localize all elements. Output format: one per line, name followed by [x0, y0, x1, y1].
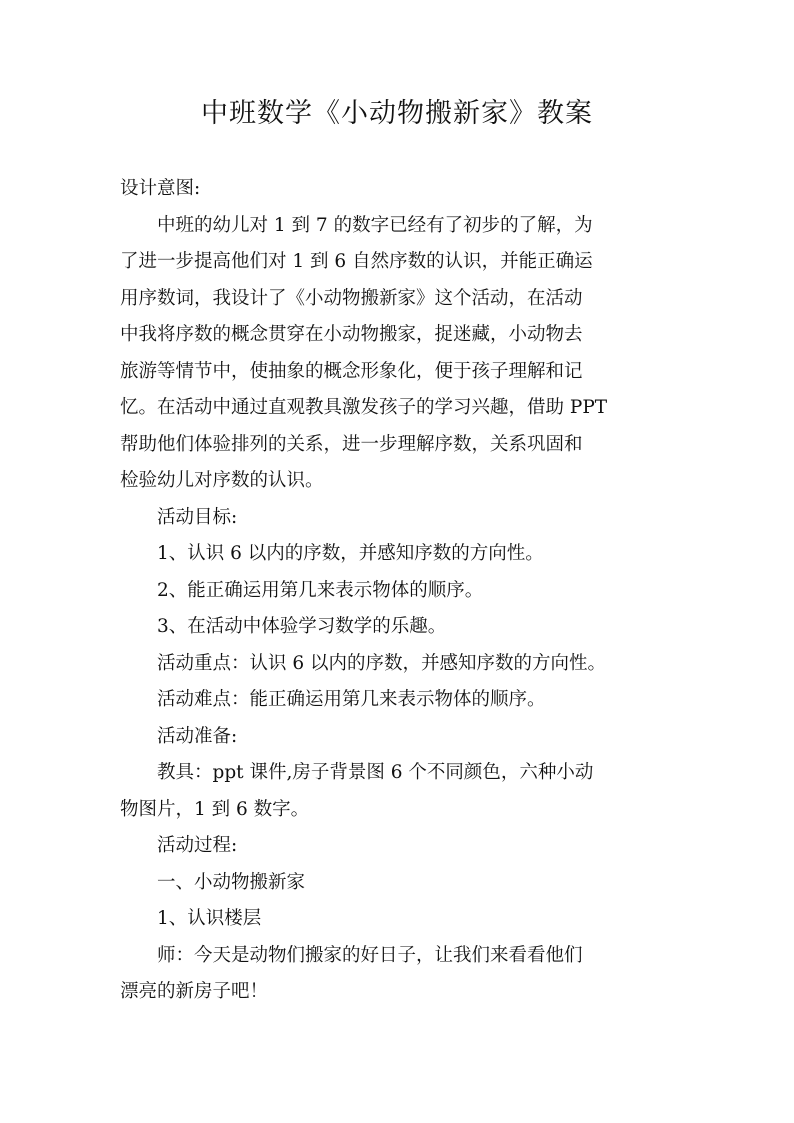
- design-intent-line: 用序数词，我设计了《小动物搬新家》这个活动，在活动: [120, 287, 583, 309]
- design-intent-line: 中我将序数的概念贯穿在小动物搬家，捉迷藏，小动物去: [120, 324, 583, 345]
- prep-heading: 活动准备:: [157, 725, 238, 747]
- design-intent-heading: 设计意图:: [120, 178, 201, 199]
- prep-line: 教具：ppt 课件,房子背景图 6 个不同颜色，六种小动: [157, 762, 594, 783]
- teacher-line: 漂亮的新房子吧！: [120, 981, 269, 1002]
- design-intent-line: 检验幼儿对序数的认识。: [120, 470, 324, 491]
- design-intent-line: 帮助他们体验排列的关系，进一步理解序数，关系巩固和: [120, 433, 583, 455]
- goal-item: 2、能正确运用第几来表示物体的顺序。: [157, 579, 484, 601]
- document-title: 中班数学《小动物搬新家》教案: [201, 98, 593, 129]
- design-intent-line: 旅游等情节中，使抽象的概念形象化，便于孩子理解和记: [120, 360, 583, 382]
- step-heading: 1、认识楼层: [157, 908, 262, 929]
- goals-heading: 活动目标:: [157, 506, 238, 528]
- design-intent-line: 中班的幼儿对 1 到 7 的数字已经有了初步的了解，为: [157, 214, 593, 236]
- document-body: [120, 171, 680, 1011]
- prep-line: 物图片，1 到 6 数字。: [120, 798, 310, 820]
- process-heading: 活动过程:: [157, 835, 238, 856]
- key-point: 活动重点：认识 6 以内的序数，并感知序数的方向性。: [157, 652, 607, 674]
- difficulty: 活动难点：能正确运用第几来表示物体的顺序。: [157, 689, 546, 710]
- design-intent-line: 忆。在活动中通过直观教具激发孩子的学习兴趣，借助 PPT: [120, 397, 608, 418]
- goal-item: 1、认识 6 以内的序数，并感知序数的方向性。: [157, 543, 544, 564]
- teacher-line: 师：今天是动物们搬家的好日子，让我们来看看他们: [157, 944, 583, 966]
- section-heading: 一、小动物搬新家: [157, 871, 306, 893]
- goal-item: 3、在活动中体验学习数学的乐趣。: [157, 616, 447, 637]
- design-intent-line: 了进一步提高他们对 1 到 6 自然序数的认识，并能正确运: [120, 251, 593, 272]
